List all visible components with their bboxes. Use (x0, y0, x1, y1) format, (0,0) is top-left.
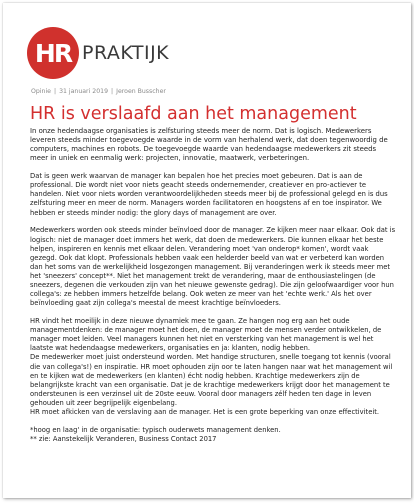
article-meta (31, 88, 166, 95)
article-date: 31 januari 2019 (59, 88, 109, 95)
logo-initials: HR (34, 38, 72, 68)
article-paragraph: HR vindt het moeilijk in deze nieuwe dynamiek mee te gaan. Ze hangen nog erg aan het oude managementdenken: de manager moet het doen, de manager moet de mensen verder ontwikkelen, de manager moet leiden. Veel managers kunnen het niet en versterking van het management is wel het laatste wat hedendaagse medewerkers, organisaties en ja: klanten, nodig hebben. (30, 317, 382, 353)
article-title: HR is verslaafd aan het management (30, 104, 357, 124)
article-category[interactable]: Opinie (31, 88, 51, 95)
article-paragraph: De medewerker moet juist ondersteund worden. Met handige structuren, snelle toegang tot kennis (vooral die van collega's!) en inspiratie. HR moet ophouden zijn oor te laten hangen naar wat het management wil en te kijken wat de medewerkers (en klanten) écht nodig hebben. Krachtige medewerkers zijn de belangrijkste kracht van een organisatie. Dat je de krachtige medewerkers krijgt door het management te ondersteunen is een verzinsel uit de 20ste eeuw. Vooral door managers zélf heden ten dage in leven gehouden uit zeer begrijpelijk eigenbelang. (30, 353, 393, 407)
article-page (3, 3, 411, 498)
logo-badge (27, 27, 79, 79)
footnote: *hoog en laag' in de organisatie: typisch ouderwets management denken. (30, 425, 281, 434)
article-body (30, 127, 396, 444)
hr-praktijk-logo[interactable] (27, 27, 169, 79)
meta-separator: | (53, 88, 57, 95)
article-paragraph: Dat is geen werk waarvan de manager kan bepalen hoe het precies moet gebeuren. Dat is aan de professional. Die wordt niet voor niets geacht steeds ondernemender, creatiever en pro-actiever te handelen. Niet voor niets worden verantwoordelijkheden steeds meer bij de professional gelegd en is dus zelfsturing meer en meer de norm. Managers worden facilitatoren en hoogstens af en toe inspirator. We hebben er steeds minder nodig: the glory days of management are over. (30, 172, 388, 217)
article-intro: In onze hedendaagse organisaties is zelfsturing steeds meer de norm. Dat is logisch. Medewerkers leveren steeds minder toegevoegde waarde in de vorm van herhalend werk, dat doen tegenwoordig de computers, machines en robots. De toegevoegde waarde van hedendaagse medewerkers zit steeds meer in uniek en eenmalig werk: projecten, innovatie, maatwerk, verbeteringen. (30, 127, 388, 163)
logo-wordmark: PRAKTIJK (82, 42, 170, 64)
meta-separator: | (111, 88, 114, 95)
footnote: ** zie: Aanstekelijk Veranderen, Business Contact 2017 (30, 435, 217, 443)
article-author[interactable]: Jeroen Busscher (116, 88, 166, 95)
article-paragraph: Medewerkers worden ook steeds minder beïnvloed door de manager. Ze kijken meer naar elkaar. Ook dat is logisch: niet de manager doet immers het werk, dat doen de medewerkers. Die kunnen elkaar het beste helpen, inspireren en kennis met elkaar delen. Verandering moet 'van onderop* komen', wordt vaak gezegd. Ook dat klopt. Professionals hebben vaak een helderder beeld van wat er verbeterd kan worden dan het soms van de werkelijkheid losgezongen management. Bij veranderingen werk ik steeds meer met het 'sneezers' concept**. Niet het management trekt de verandering, maar de enthousiastelingen (de sneezers, degenen die verkouden zijn van het nieuwe gewenste gedrag). Die zijn geloofwaardiger voor hun collega's: ze hebben immers hetzelfde belang. Ook weten ze meer van het 'echte werk.' Als het over beïnvloeding gaat zijn collega's meestal de meest krachtige beïnvloeders. (30, 226, 396, 308)
article-paragraph: HR moet afkicken van de verslaving aan de manager. Het is een grote beperking van onze effectiviteit. (30, 408, 380, 417)
